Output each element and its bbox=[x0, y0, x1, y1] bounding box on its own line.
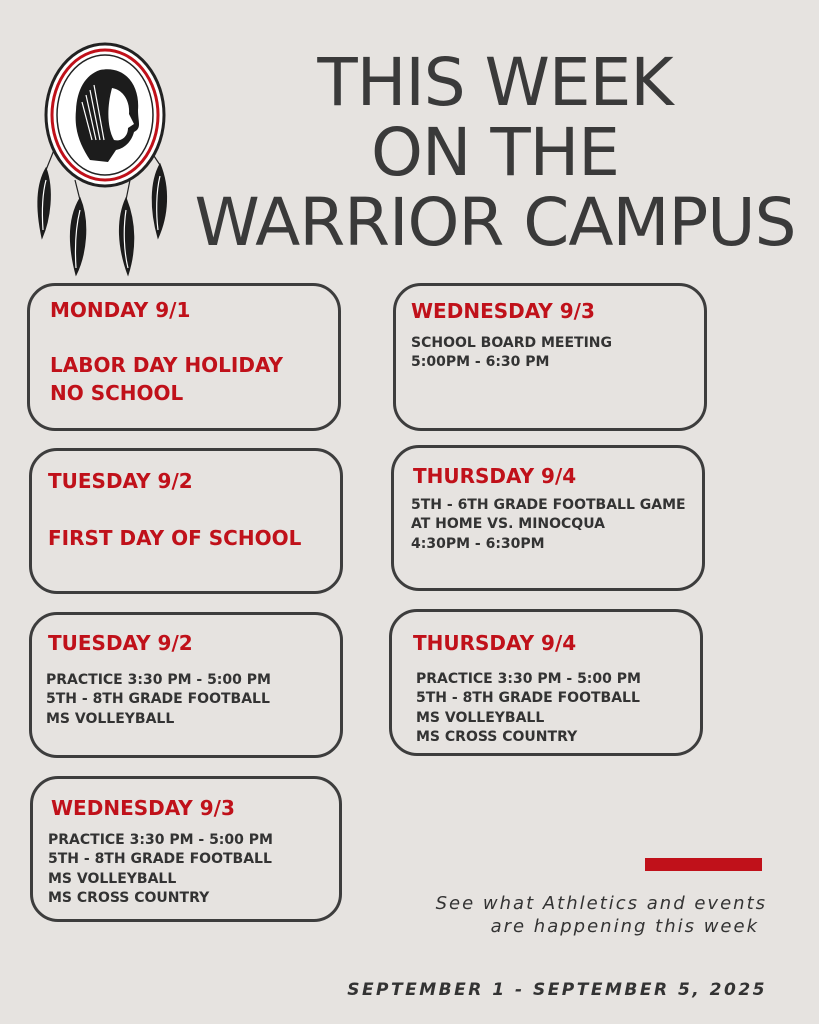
event-card-monday bbox=[27, 283, 341, 431]
card-event-line: 5TH - 8TH GRADE FOOTBALL bbox=[46, 691, 270, 707]
card-event-line: PRACTICE 3:30 PM - 5:00 PM bbox=[46, 672, 271, 688]
card-event-line: 5TH - 6TH GRADE FOOTBALL GAME bbox=[411, 497, 686, 513]
card-day-label: TUESDAY 9/2 bbox=[48, 469, 193, 493]
card-day-label: THURSDAY 9/4 bbox=[413, 631, 577, 655]
accent-divider bbox=[645, 858, 762, 871]
tagline bbox=[436, 892, 767, 938]
card-event-line: FIRST DAY OF SCHOOL bbox=[48, 526, 302, 550]
event-card-wednesday-practice bbox=[30, 776, 342, 922]
card-event-line: 4:30PM - 6:30PM bbox=[411, 536, 545, 552]
event-card-tuesday-practice bbox=[29, 612, 343, 758]
card-day-label: WEDNESDAY 9/3 bbox=[411, 299, 595, 323]
card-event-line: MS CROSS COUNTRY bbox=[48, 890, 210, 906]
tagline-line-1: See what Athletics and events bbox=[435, 893, 767, 914]
card-event-line: 5TH - 8TH GRADE FOOTBALL bbox=[48, 851, 272, 867]
card-event-line: PRACTICE 3:30 PM - 5:00 PM bbox=[48, 832, 273, 848]
page-title bbox=[190, 44, 800, 261]
event-card-thursday-game bbox=[391, 445, 705, 591]
card-event-line: MS VOLLEYBALL bbox=[48, 871, 177, 887]
card-event-line: SCHOOL BOARD MEETING bbox=[411, 335, 613, 351]
card-event-line: MS CROSS COUNTRY bbox=[416, 729, 578, 745]
card-event-line: 5TH - 8TH GRADE FOOTBALL bbox=[416, 690, 640, 706]
card-event-line: MS VOLLEYBALL bbox=[416, 710, 545, 726]
event-card-thursday-practice bbox=[389, 609, 703, 756]
card-event-line: AT HOME VS. MINOCQUA bbox=[411, 516, 605, 532]
event-card-tuesday-first-day bbox=[29, 448, 343, 594]
title-line-1: THIS WEEK bbox=[317, 44, 673, 121]
event-card-wednesday-board bbox=[393, 283, 707, 431]
card-event-line: LABOR DAY HOLIDAY bbox=[50, 353, 284, 377]
date-range: SEPTEMBER 1 - SEPTEMBER 5, 2025 bbox=[347, 980, 767, 1000]
tagline-line-2: are happening this week bbox=[490, 916, 759, 937]
card-day-label: WEDNESDAY 9/3 bbox=[51, 796, 235, 820]
title-line-3: WARRIOR CAMPUS bbox=[194, 184, 796, 261]
card-event-line: 5:00PM - 6:30 PM bbox=[411, 354, 550, 370]
card-event-line: MS VOLLEYBALL bbox=[46, 711, 175, 727]
card-event-line: PRACTICE 3:30 PM - 5:00 PM bbox=[416, 671, 641, 687]
card-day-label: TUESDAY 9/2 bbox=[48, 631, 193, 655]
card-day-label: THURSDAY 9/4 bbox=[413, 464, 577, 488]
card-day-label: MONDAY 9/1 bbox=[50, 298, 191, 322]
warrior-logo-icon bbox=[30, 40, 180, 285]
title-line-2: ON THE bbox=[371, 114, 619, 191]
card-event-line: NO SCHOOL bbox=[50, 381, 184, 405]
